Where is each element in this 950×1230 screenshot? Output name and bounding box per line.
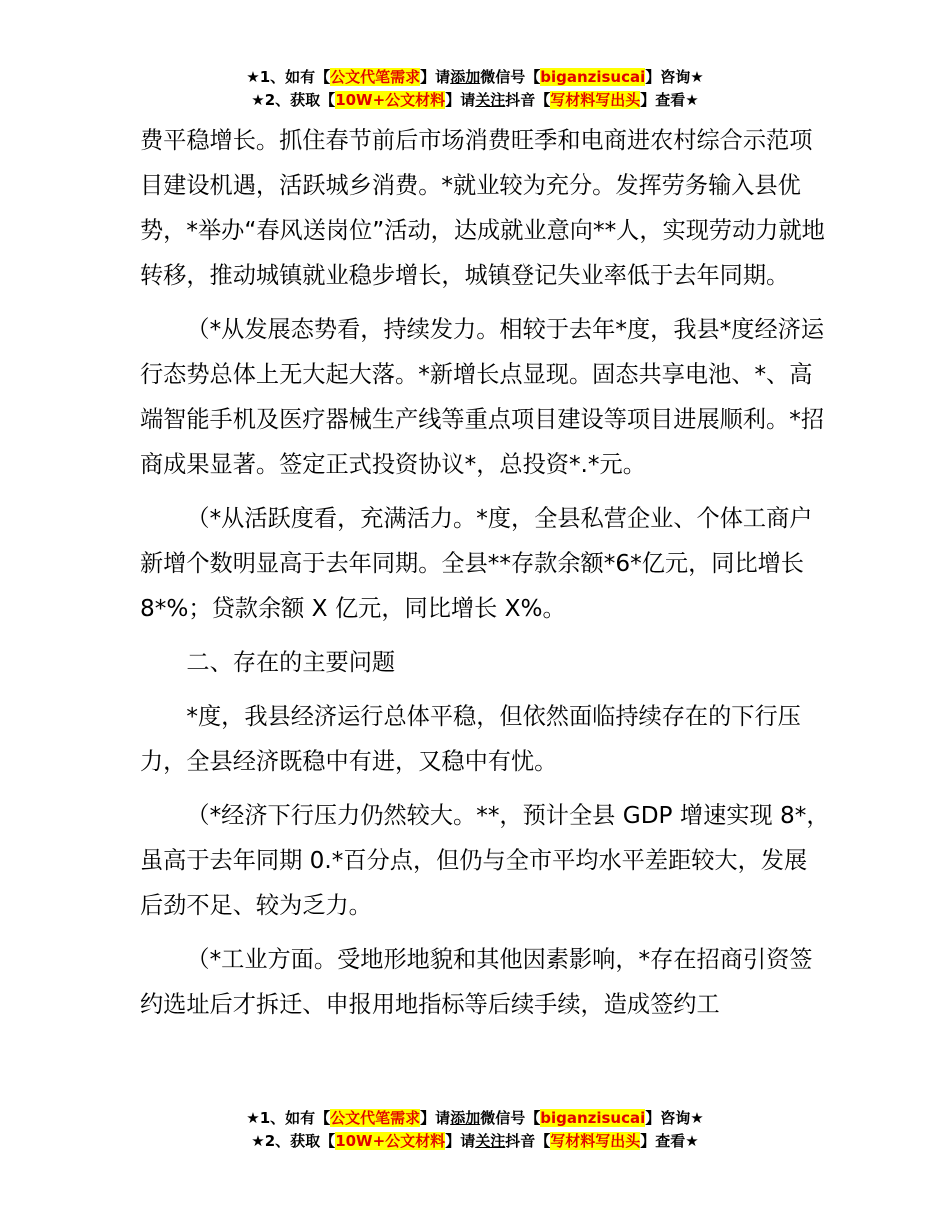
paragraph: 费平稳增长。抓住春节前后市场消费旺季和电商进农村综合示范项目建设机遇，活跃城乡消费。*就业较为充分。发挥劳务输入县优势，*举办“春风送岗位”活动，达成就业意向**人，实现劳动力就地转移，推动城镇就业稳步增长，城镇登记失业率低于去年同期。 [140, 127, 825, 289]
star-icon: ★ [251, 91, 265, 109]
wechat-id: biganzisucai [540, 68, 646, 86]
paragraph: *度，我县经济运行总体平稳，但依然面临持续存在的下行压力，全县经济既稳中有进，又稳中有忧。 [140, 703, 801, 775]
highlight-text: 公文代笔需求 [330, 1109, 421, 1127]
banner-line-1: ★1、如有【公文代笔需求】请添加微信号【biganzisucai】咨询★ [246, 1109, 704, 1127]
header-banner [0, 66, 950, 112]
banner-line-2: ★2、获取【10W+公文材料】请关注抖音【写材料写出头】查看★ [251, 1132, 699, 1150]
highlight-text: 10W+公文材料 [335, 1132, 446, 1150]
paragraph: （*经济下行压力仍然较大。**，预计全县 GDP 增速实现 8*，虽高于去年同期 0.*百分点，但仍与全市平均水平差距较大，发展后劲不足、较为乏力。 [140, 802, 830, 919]
douyin-account: 写材料写出头 [550, 1132, 641, 1150]
document-body [140, 118, 830, 1036]
star-icon: ★ [246, 68, 260, 86]
banner-line-2: ★2、获取【10W+公文材料】请关注抖音【写材料写出头】查看★ [251, 91, 699, 109]
star-icon: ★ [251, 1132, 265, 1150]
footer-banner [0, 1107, 950, 1153]
douyin-account: 写材料写出头 [550, 91, 641, 109]
paragraph: （*从活跃度看，充满活力。*度，全县私营企业、个体工商户新增个数明显高于去年同期。全县**存款余额*6*亿元，同比增长 8*%；贷款余额 X 亿元，同比增长 X%。 [140, 505, 813, 622]
highlight-text: 10W+公文材料 [335, 91, 446, 109]
section-heading: 二、存在的主要问题 [186, 649, 396, 676]
highlight-text: 公文代笔需求 [330, 68, 421, 86]
banner-line-1: ★1、如有【公文代笔需求】请添加微信号【biganzisucai】咨询★ [246, 68, 704, 86]
wechat-id: biganzisucai [540, 1109, 646, 1127]
star-icon: ★ [246, 1109, 260, 1127]
paragraph: （*工业方面。受地形地貌和其他因素影响，*存在招商引资签约选址后才拆迁、申报用地指标等后续手续，造成签约工 [140, 946, 813, 1018]
paragraph: （*从发展态势看，持续发力。相较于去年*度，我县*度经济运行态势总体上无大起大落。*新增长点显现。固态共享电池、*、高端智能手机及医疗器械生产线等重点项目建设等项目进展顺利。*招商成果显著。签定正式投资协议*，总投资*.*元。 [140, 316, 825, 478]
